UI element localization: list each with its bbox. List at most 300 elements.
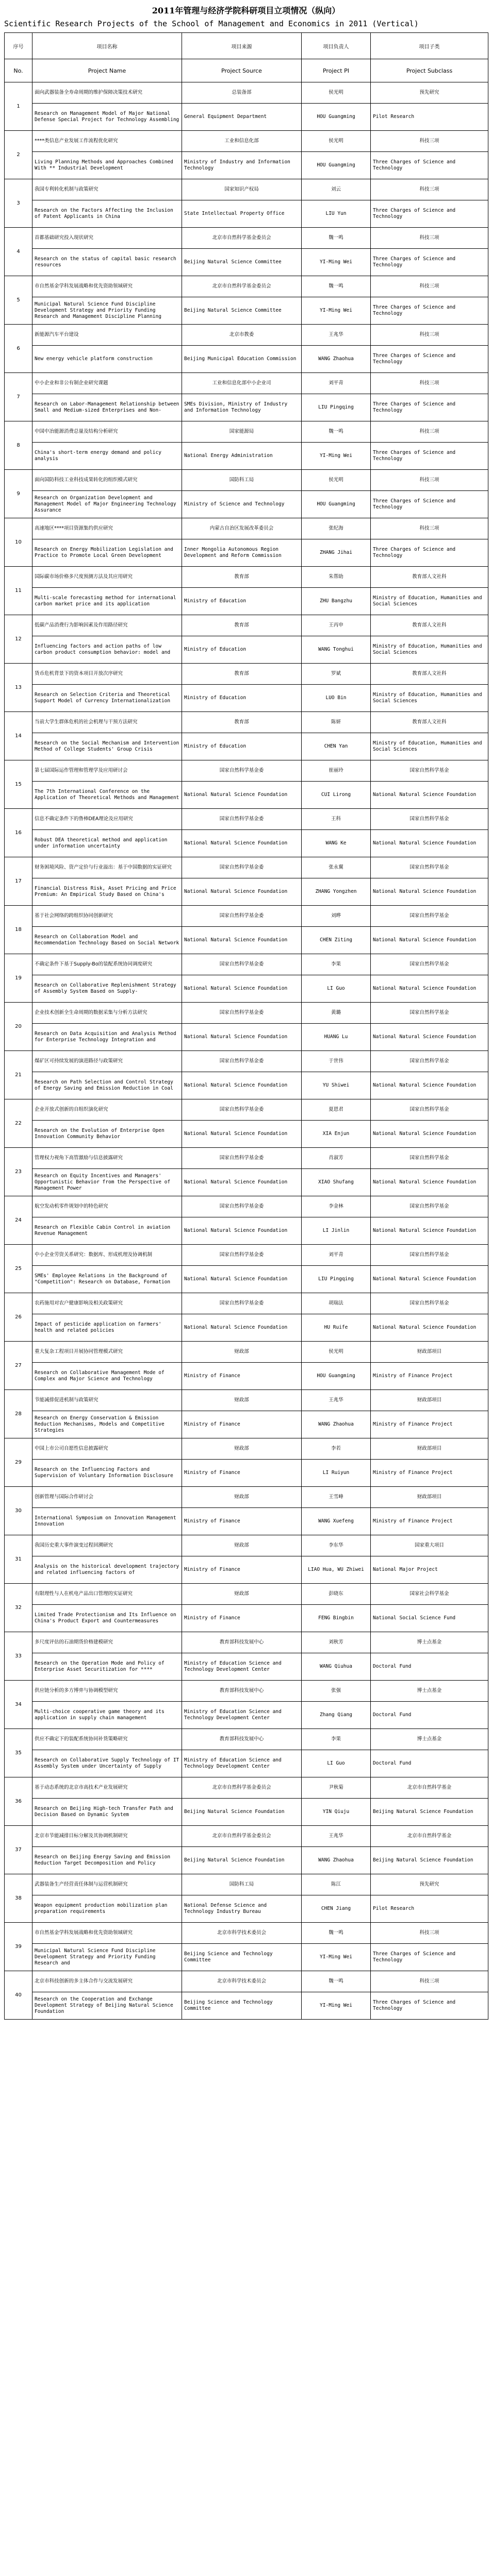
project-source-en: State Intellectual Property Office xyxy=(182,200,302,228)
project-pi-cn: 王丙申 xyxy=(302,615,371,636)
project-source-cn: 财政部 xyxy=(182,1438,302,1460)
project-source-en: National Natural Science Foundation xyxy=(182,1169,302,1196)
project-subclass-en: Three Charges of Science and Technology xyxy=(371,200,488,228)
project-name-cn: 节能减排促进机制与政策研究 xyxy=(32,1390,182,1411)
project-pi-cn: 朱帮助 xyxy=(302,567,371,588)
project-name-cn: 北京市节能减排目标分解及其协调机制研究 xyxy=(32,1826,182,1847)
project-source-cn: 国家自然科学基金委 xyxy=(182,760,302,782)
project-subclass-en: Doctoral Fund xyxy=(371,1653,488,1681)
row-number: 36 xyxy=(5,1777,32,1826)
project-name-en: Research on Collaboration Model and Recommendation Technology Based on Social Network xyxy=(32,927,182,954)
table-row xyxy=(5,131,488,152)
table-row xyxy=(5,1148,488,1169)
project-subclass-en: Pilot Research xyxy=(371,104,488,131)
project-subclass-cn: 财政部项目 xyxy=(371,1342,488,1363)
project-source-en: Ministry of Finance xyxy=(182,1556,302,1584)
table-row-en xyxy=(5,927,488,954)
project-pi-en: WANG Xuefeng xyxy=(302,1508,371,1535)
project-name-en: Robust DEA theoretical method and application under information uncertainty xyxy=(32,830,182,857)
table-row xyxy=(5,1487,488,1508)
project-source-en: Ministry of Science and Technology xyxy=(182,491,302,518)
table-row-en xyxy=(5,1508,488,1535)
project-source-en: Beijing Municipal Education Commission xyxy=(182,346,302,373)
project-subclass-en: Beijing Natural Science Foundation xyxy=(371,1847,488,1874)
project-subclass-en: Three Charges of Science and Technology xyxy=(371,152,488,179)
project-subclass-en: Three Charges of Science and Technology xyxy=(371,297,488,325)
project-subclass-cn: 国家自然科学基金 xyxy=(371,1148,488,1169)
project-pi-en: CHEN Yan xyxy=(302,733,371,760)
project-subclass-en: Three Charges of Science and Technology xyxy=(371,249,488,276)
table-row xyxy=(5,1003,488,1024)
project-source-cn: 国家自然科学基金委 xyxy=(182,1293,302,1314)
project-pi-cn: 侯光明 xyxy=(302,131,371,152)
project-pi-en: FENG Bingbin xyxy=(302,1605,371,1632)
project-pi-en: ZHU Bangzhu xyxy=(302,588,371,615)
table-row xyxy=(5,1681,488,1702)
project-source-cn: 北京市科学技术委员会 xyxy=(182,1971,302,1992)
table-row-en xyxy=(5,1799,488,1826)
project-name-cn: 管理权力视角下高管激励与信息披露研究 xyxy=(32,1148,182,1169)
project-source-en: Ministry of Education Science and Technology Development Center xyxy=(182,1750,302,1777)
project-subclass-en: National Natural Science Foundation xyxy=(371,830,488,857)
project-subclass-cn: 国家自然科学基金 xyxy=(371,1099,488,1121)
table-row-en xyxy=(5,733,488,760)
project-subclass-cn: 科技三项 xyxy=(371,228,488,249)
project-source-en: National Natural Science Foundation xyxy=(182,1314,302,1342)
project-pi-cn: 李金林 xyxy=(302,1196,371,1217)
project-subclass-en: National Social Science Fund xyxy=(371,1605,488,1632)
project-source-cn: 北京市科学技术委员会 xyxy=(182,1923,302,1944)
row-number: 25 xyxy=(5,1245,32,1293)
project-pi-cn: 刘平青 xyxy=(302,373,371,394)
project-pi-en: ZHANG Yongzhen xyxy=(302,878,371,906)
table-row-en xyxy=(5,1363,488,1390)
project-name-en: Living Planning Methods and Approaches Combined With ** Industrial Development xyxy=(32,152,182,179)
project-name-cn: 高速地区****项目资源集约供应研究 xyxy=(32,518,182,539)
project-pi-cn: 陈江 xyxy=(302,1874,371,1895)
project-subclass-en: Three Charges of Science and Technology xyxy=(371,394,488,421)
project-source-cn: 国家自然科学基金委 xyxy=(182,1148,302,1169)
project-source-en: National Natural Science Foundation xyxy=(182,1072,302,1099)
project-subclass-en: National Natural Science Foundation xyxy=(371,878,488,906)
row-number: 2 xyxy=(5,131,32,179)
project-name-en: Research on Energy Mobilization Legislation and Practice to Promote Local Green Development xyxy=(32,539,182,567)
project-name-cn: 面向武器装备全寿命周期的维护保障决策技术研究 xyxy=(32,82,182,104)
project-source-cn: 财政部 xyxy=(182,1535,302,1556)
project-name-en: Financial Distress Risk, Asset Pricing and Price Premium: An Empirical Study Based on China's xyxy=(32,878,182,906)
project-name-cn: 航空发动机零件规划中的特色研究 xyxy=(32,1196,182,1217)
table-row-en xyxy=(5,1169,488,1196)
project-pi-en: WANG Zhaohua xyxy=(302,1411,371,1438)
project-name-en: Research on the status of capital basic research resources xyxy=(32,249,182,276)
project-pi-cn: 魏一鸣 xyxy=(302,1923,371,1944)
row-number: 37 xyxy=(5,1826,32,1874)
row-number: 10 xyxy=(5,518,32,567)
project-pi-en: HU Ruife xyxy=(302,1314,371,1342)
row-number: 17 xyxy=(5,857,32,906)
table-row xyxy=(5,1293,488,1314)
project-name-cn: 不确定条件下基于Supply-Bo的装配系统协同调度研究 xyxy=(32,954,182,975)
project-name-en: Analysis on the historical development trajectory and related influencing factors of xyxy=(32,1556,182,1584)
project-pi-en: CHEN Jiang xyxy=(302,1895,371,1923)
project-pi-en: HOU Guangming xyxy=(302,491,371,518)
project-source-en: Ministry of Finance xyxy=(182,1508,302,1535)
project-subclass-en: Pilot Research xyxy=(371,1895,488,1923)
table-row-en xyxy=(5,1266,488,1293)
row-number: 15 xyxy=(5,760,32,809)
project-name-en: Research on Path Selection and Control Strategy of Energy Saving and Emission Reduction in Coal xyxy=(32,1072,182,1099)
project-pi-cn: 王科 xyxy=(302,809,371,830)
project-name-en: Research on Equity Incentives and Managers' Opportunistic Behavior from the Perspective of Management Power xyxy=(32,1169,182,1196)
project-source-en: Ministry of Education xyxy=(182,588,302,615)
project-name-cn: 供应链分析的多方博弈与协调模型研究 xyxy=(32,1681,182,1702)
project-source-cn: 北京市教委 xyxy=(182,325,302,346)
project-source-cn: 北京市自然科学基金委员会 xyxy=(182,276,302,297)
table-row-en xyxy=(5,1605,488,1632)
project-source-cn: 财政部 xyxy=(182,1342,302,1363)
table-row xyxy=(5,760,488,782)
project-subclass-cn: 科技三项 xyxy=(371,276,488,297)
project-source-cn: 国家自然科学基金委 xyxy=(182,906,302,927)
table-row-en xyxy=(5,346,488,373)
header-pi-en: Project PI xyxy=(302,59,371,82)
table-row-en xyxy=(5,297,488,325)
row-number: 4 xyxy=(5,228,32,276)
project-pi-en: ZHANG Jihai xyxy=(302,539,371,567)
project-subclass-en: National Major Project xyxy=(371,1556,488,1584)
project-name-en: Research on Flexible Cabin Control in aviation Revenue Management xyxy=(32,1217,182,1245)
row-number: 32 xyxy=(5,1584,32,1632)
row-number: 34 xyxy=(5,1681,32,1729)
project-pi-cn: 陈妍 xyxy=(302,712,371,733)
table-row xyxy=(5,1099,488,1121)
project-name-en: Research on Beijing Energy Saving and Emission Reduction Target Decomposition and Policy xyxy=(32,1847,182,1874)
project-pi-en: YIN Qiuju xyxy=(302,1799,371,1826)
project-subclass-en: National Natural Science Foundation xyxy=(371,1072,488,1099)
project-source-en: Beijing Science and Technology Committee xyxy=(182,1992,302,2020)
project-subclass-en: Ministry of Education, Humanities and Social Sciences xyxy=(371,733,488,760)
project-source-cn: 国防科工局 xyxy=(182,1874,302,1895)
document-title-cn: 2011年管理与经济学院科研项目立项情况（纵向） xyxy=(152,6,340,15)
table-row-en xyxy=(5,878,488,906)
project-pi-en: CUI Lirong xyxy=(302,782,371,809)
table-row xyxy=(5,1826,488,1847)
project-name-cn: 多尺度评估的石油期货价格建模研究 xyxy=(32,1632,182,1653)
project-pi-en: WANG Zhaohua xyxy=(302,1847,371,1874)
project-name-en: Research on the Operation Mode and Policy of Enterprise Asset Securitization for **** xyxy=(32,1653,182,1681)
project-subclass-cn: 科技三项 xyxy=(371,179,488,200)
project-name-cn: 首都基础研究投入现状研究 xyxy=(32,228,182,249)
project-pi-en: LI Guo xyxy=(302,975,371,1003)
table-row-en xyxy=(5,782,488,809)
table-row xyxy=(5,664,488,685)
project-name-cn: 市自然基金学科发展战略和优先资助领域研究 xyxy=(32,1923,182,1944)
project-subclass-cn: 财政部项目 xyxy=(371,1390,488,1411)
table-row xyxy=(5,1535,488,1556)
project-source-cn: 国家能源局 xyxy=(182,421,302,443)
project-pi-en: LIU Pingqing xyxy=(302,394,371,421)
project-subclass-cn: 国家自然科学基金 xyxy=(371,1196,488,1217)
project-subclass-cn: 教育部人文社科 xyxy=(371,664,488,685)
project-subclass-en: Three Charges of Science and Technology xyxy=(371,539,488,567)
table-row xyxy=(5,567,488,588)
project-source-en: National Defense Science and Technology Industry Bureau xyxy=(182,1895,302,1923)
project-subclass-en: National Natural Science Foundation xyxy=(371,782,488,809)
project-pi-cn: 魏一鸣 xyxy=(302,1971,371,1992)
table-row xyxy=(5,1584,488,1605)
row-number: 22 xyxy=(5,1099,32,1148)
project-subclass-en: National Natural Science Foundation xyxy=(371,1121,488,1148)
project-pi-en: HOU Guangming xyxy=(302,152,371,179)
project-source-en: National Natural Science Foundation xyxy=(182,1121,302,1148)
project-name-cn: 国际碳市场价格多尺度预测方法及其应用研究 xyxy=(32,567,182,588)
project-subclass-en: Ministry of Finance Project xyxy=(371,1460,488,1487)
header-no-cn: 序号 xyxy=(5,33,32,59)
table-row xyxy=(5,228,488,249)
table-row xyxy=(5,421,488,443)
project-subclass-en: Three Charges of Science and Technology xyxy=(371,491,488,518)
project-source-cn: 教育部 xyxy=(182,664,302,685)
project-name-cn: 第七届国际运作管理和管理学及应用研讨会 xyxy=(32,760,182,782)
project-subclass-en: National Natural Science Foundation xyxy=(371,1217,488,1245)
project-name-cn: 财务困境风险、资产定价与行业溢出：基于中国数据的实证研究 xyxy=(32,857,182,878)
project-source-cn: 总装备部 xyxy=(182,82,302,104)
project-name-en: Research on the Cooperation and Exchange Development Strategy of Beijing Natural Science Foundation xyxy=(32,1992,182,2020)
project-pi-cn: 侯光明 xyxy=(302,82,371,104)
table-row xyxy=(5,373,488,394)
row-number: 11 xyxy=(5,567,32,615)
table-row xyxy=(5,470,488,491)
project-subclass-en: Ministry of Finance Project xyxy=(371,1411,488,1438)
row-number: 23 xyxy=(5,1148,32,1196)
project-subclass-en: National Natural Science Foundation xyxy=(371,1266,488,1293)
table-row-en xyxy=(5,975,488,1003)
project-subclass-en: Doctoral Fund xyxy=(371,1750,488,1777)
row-number: 13 xyxy=(5,664,32,712)
project-subclass-cn: 教育部人文社科 xyxy=(371,567,488,588)
table-row xyxy=(5,82,488,104)
project-subclass-cn: 预先研究 xyxy=(371,82,488,104)
project-pi-cn: 刘云 xyxy=(302,179,371,200)
project-source-cn: 北京市自然科学基金委员会 xyxy=(182,1777,302,1799)
project-subclass-cn: 教育部人文社科 xyxy=(371,615,488,636)
project-subclass-cn: 国家自然科学基金 xyxy=(371,1245,488,1266)
row-number: 31 xyxy=(5,1535,32,1584)
project-pi-cn: 彭晓东 xyxy=(302,1584,371,1605)
row-number: 39 xyxy=(5,1923,32,1971)
project-name-en: Research on Organization Development and Management Model of Major Engineering Technology Assurance xyxy=(32,491,182,518)
project-pi-en: WANG Tonghui xyxy=(302,636,371,664)
project-name-cn: 农药施用对农户健康影响及相关政策研究 xyxy=(32,1293,182,1314)
project-source-en: Beijing Science and Technology Committee xyxy=(182,1944,302,1971)
project-pi-en: LI Jinlin xyxy=(302,1217,371,1245)
project-pi-en: HOU Guangming xyxy=(302,1363,371,1390)
project-pi-cn: 李东华 xyxy=(302,1535,371,1556)
project-source-en: Ministry of Education xyxy=(182,685,302,712)
project-subclass-en: Ministry of Education, Humanities and Social Sciences xyxy=(371,636,488,664)
project-source-en: National Natural Science Foundation xyxy=(182,782,302,809)
project-pi-en: YI-Ming Wei xyxy=(302,297,371,325)
project-subclass-cn: 国家自然科学基金 xyxy=(371,760,488,782)
table-row-en xyxy=(5,588,488,615)
project-pi-cn: 李果 xyxy=(302,1729,371,1750)
project-source-en: National Energy Administration xyxy=(182,443,302,470)
project-subclass-cn: 北京市自然科学基金 xyxy=(371,1777,488,1799)
row-number: 26 xyxy=(5,1293,32,1342)
project-name-en: Research on the Factors Affecting the Inclusion of Patent Applicants in China xyxy=(32,200,182,228)
header-no-en: No. xyxy=(5,59,32,82)
project-source-en: Ministry of Finance xyxy=(182,1605,302,1632)
row-number: 9 xyxy=(5,470,32,518)
table-row xyxy=(5,1342,488,1363)
row-number: 30 xyxy=(5,1487,32,1535)
project-source-en: Beijing Natural Science Committee xyxy=(182,249,302,276)
project-source-cn: 国家自然科学基金委 xyxy=(182,1099,302,1121)
table-row xyxy=(5,906,488,927)
row-number: 18 xyxy=(5,906,32,954)
project-name-cn: 供应不确定下的装配系统协同补货策略研究 xyxy=(32,1729,182,1750)
row-number: 38 xyxy=(5,1874,32,1923)
project-subclass-cn: 科技三项 xyxy=(371,131,488,152)
project-source-cn: 国家自然科学基金委 xyxy=(182,809,302,830)
project-pi-en: LIU Pingqing xyxy=(302,1266,371,1293)
project-subclass-cn: 科技三项 xyxy=(371,1923,488,1944)
project-subclass-cn: 科技三项 xyxy=(371,470,488,491)
project-pi-en: Zhang Qiang xyxy=(302,1702,371,1729)
project-source-en: Ministry of Education Science and Technology Development Center xyxy=(182,1653,302,1681)
table-row-en xyxy=(5,1895,488,1923)
table-row-en xyxy=(5,1217,488,1245)
project-name-en: Research on Selection Criteria and Theoretical Support Model of Currency Internationalization xyxy=(32,685,182,712)
row-number: 3 xyxy=(5,179,32,228)
project-subclass-en: Ministry of Finance Project xyxy=(371,1508,488,1535)
table-row xyxy=(5,276,488,297)
project-source-cn: 国防科工局 xyxy=(182,470,302,491)
row-number: 19 xyxy=(5,954,32,1003)
project-subclass-en: National Natural Science Foundation xyxy=(371,1169,488,1196)
project-name-en: Multi-scale forecasting method for international carbon market price and its application xyxy=(32,588,182,615)
project-pi-cn: 李若 xyxy=(302,1438,371,1460)
row-number: 28 xyxy=(5,1390,32,1438)
row-number: 20 xyxy=(5,1003,32,1051)
project-subclass-en: Doctoral Fund xyxy=(371,1702,488,1729)
project-subclass-cn: 科技三项 xyxy=(371,325,488,346)
project-subclass-en: Beijing Natural Science Foundation xyxy=(371,1799,488,1826)
table-row xyxy=(5,1923,488,1944)
project-pi-cn: 尹秋菊 xyxy=(302,1777,371,1799)
project-name-en: International Symposium on Innovation Management Innovation xyxy=(32,1508,182,1535)
table-row xyxy=(5,857,488,878)
project-subclass-cn: 财政部项目 xyxy=(371,1438,488,1460)
project-pi-cn: 魏一鸣 xyxy=(302,276,371,297)
row-number: 35 xyxy=(5,1729,32,1777)
project-source-en: Ministry of Finance xyxy=(182,1411,302,1438)
project-name-cn: ****类信息产业发展工作流程优化研究 xyxy=(32,131,182,152)
table-row xyxy=(5,954,488,975)
table-row xyxy=(5,712,488,733)
project-subclass-cn: 博士点基金 xyxy=(371,1681,488,1702)
project-source-en: Ministry of Finance xyxy=(182,1363,302,1390)
project-pi-en: LUO Bin xyxy=(302,685,371,712)
project-subclass-cn: 科技三项 xyxy=(371,518,488,539)
project-pi-en: CHEN Ziting xyxy=(302,927,371,954)
project-pi-cn: 张纪海 xyxy=(302,518,371,539)
project-source-en: National Natural Science Foundation xyxy=(182,1024,302,1051)
row-number: 7 xyxy=(5,373,32,421)
table-row-en xyxy=(5,394,488,421)
table-row xyxy=(5,1632,488,1653)
project-subclass-en: Three Charges of Science and Technology xyxy=(371,1944,488,1971)
project-pi-cn: 王兆华 xyxy=(302,1826,371,1847)
project-pi-en: WANG Zhaohua xyxy=(302,346,371,373)
project-pi-cn: 李果 xyxy=(302,954,371,975)
project-source-cn: 教育部 xyxy=(182,712,302,733)
project-source-en: General Equipment Department xyxy=(182,104,302,131)
header-subclass-en: Project Subclass xyxy=(371,59,488,82)
row-number: 40 xyxy=(5,1971,32,2020)
project-source-cn: 国家自然科学基金委 xyxy=(182,954,302,975)
project-name-cn: 煤矿区可持续发展的演进路径与政策研究 xyxy=(32,1051,182,1072)
table-row-en xyxy=(5,1944,488,1971)
table-row-en xyxy=(5,685,488,712)
project-subclass-cn: 国家自然科学基金 xyxy=(371,1003,488,1024)
project-name-cn: 面向国防科技工业科技成果转化的组织模式研究 xyxy=(32,470,182,491)
project-name-cn: 我国专利转化机制与政策研究 xyxy=(32,179,182,200)
project-source-cn: 财政部 xyxy=(182,1584,302,1605)
row-number: 24 xyxy=(5,1196,32,1245)
project-pi-en: YI-Ming Wei xyxy=(302,443,371,470)
project-source-cn: 财政部 xyxy=(182,1487,302,1508)
table-row-en xyxy=(5,1653,488,1681)
project-name-cn: 我国历史重大事件演变过程回溯研究 xyxy=(32,1535,182,1556)
table-row-en xyxy=(5,1460,488,1487)
project-pi-en: YI-Ming Wei xyxy=(302,1992,371,2020)
project-name-cn: 企业开放式创新的自组织演化研究 xyxy=(32,1099,182,1121)
project-source-cn: 国家自然科学基金委 xyxy=(182,857,302,878)
project-name-cn: 武器装备生产经营责任体制与运营机制研究 xyxy=(32,1874,182,1895)
project-subclass-en: National Natural Science Foundation xyxy=(371,927,488,954)
project-pi-cn: 黄璐 xyxy=(302,1003,371,1024)
project-subclass-cn: 科技三项 xyxy=(371,421,488,443)
project-name-cn: 创新管理与国际合作研讨会 xyxy=(32,1487,182,1508)
header-name-en: Project Name xyxy=(32,59,182,82)
project-source-cn: 国家自然科学基金委 xyxy=(182,1245,302,1266)
row-number: 14 xyxy=(5,712,32,760)
project-source-en: National Natural Science Foundation xyxy=(182,1266,302,1293)
project-subclass-en: Three Charges of Science and Technology xyxy=(371,443,488,470)
project-subclass-cn: 国家自然科学基金 xyxy=(371,1051,488,1072)
project-source-en: National Natural Science Foundation xyxy=(182,927,302,954)
table-row xyxy=(5,1874,488,1895)
project-name-en: Impact of pesticide application on farmers' health and related policies xyxy=(32,1314,182,1342)
table-row-en xyxy=(5,1024,488,1051)
project-pi-en: XIAO Shufang xyxy=(302,1169,371,1196)
table-row-en xyxy=(5,1314,488,1342)
project-pi-en: YI-Ming Wei xyxy=(302,249,371,276)
table-row-en xyxy=(5,104,488,131)
project-source-en: Ministry of Industry and Information Technology xyxy=(182,152,302,179)
row-number: 12 xyxy=(5,615,32,664)
project-pi-cn: 王雪峰 xyxy=(302,1487,371,1508)
project-name-cn: 当前大学生群体危机的社会机理与干预方法研究 xyxy=(32,712,182,733)
table-row-en xyxy=(5,1411,488,1438)
row-number: 6 xyxy=(5,325,32,373)
project-source-cn: 教育部科技发展中心 xyxy=(182,1632,302,1653)
project-subclass-en: National Natural Science Foundation xyxy=(371,1024,488,1051)
projects-table xyxy=(4,32,488,2020)
table-row-en xyxy=(5,1750,488,1777)
project-subclass-cn: 科技三项 xyxy=(371,1971,488,1992)
